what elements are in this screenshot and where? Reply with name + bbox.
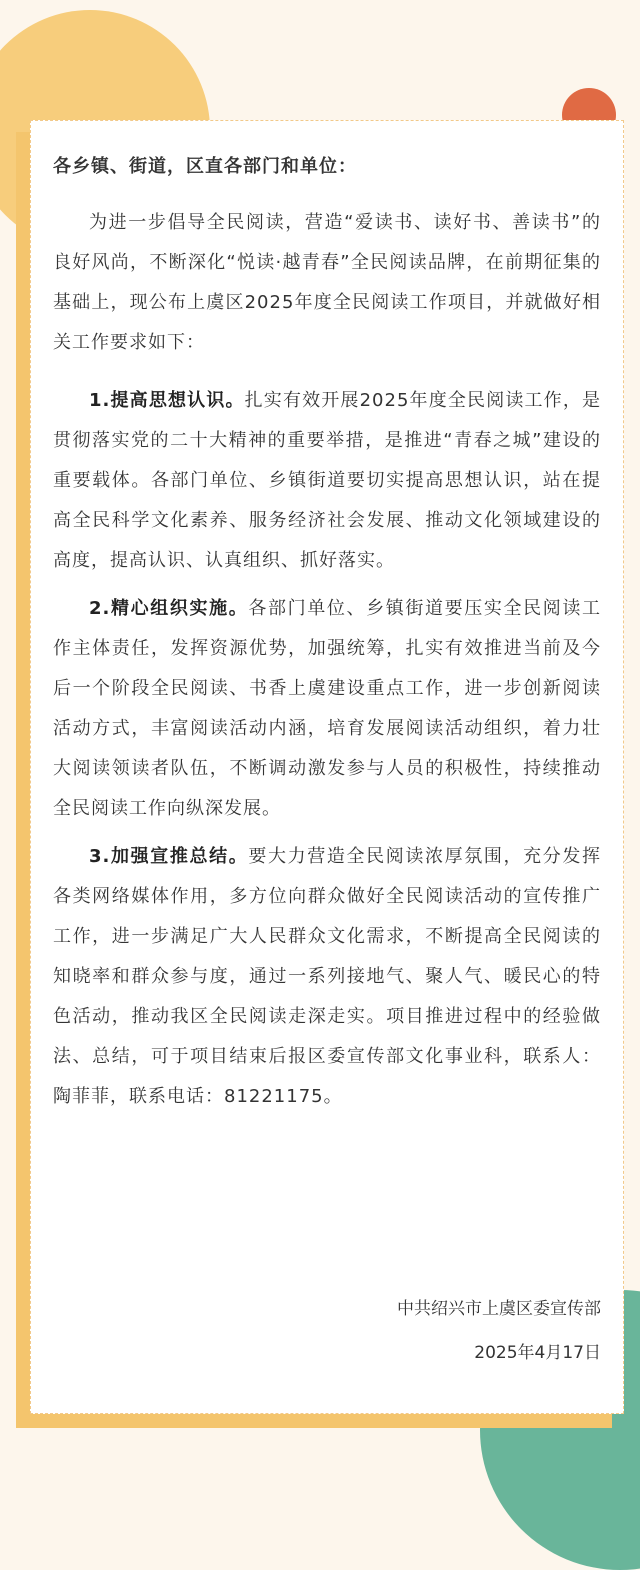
notice-card (30, 120, 624, 1414)
item-title-2: 2.精心组织实施。 (89, 598, 249, 619)
issuer-name: 中共绍兴市上虞区委宣传部 (397, 1299, 601, 1319)
item-paragraph-1 (53, 381, 601, 581)
notice-body (53, 145, 601, 1125)
intro-paragraph: 为进一步倡导全民阅读，营造“爱读书、读好书、善读书”的良好风尚，不断深化“悦读·越青春”全民阅读品牌，在前期征集的基础上，现公布上虞区2025年度全民阅读工作项目，并就做好相关工作要求如下： (53, 212, 601, 353)
salutation: 各乡镇、街道，区直各部门和单位： (53, 156, 357, 177)
item-body-1: 扎实有效开展2025年度全民阅读工作，是贯彻落实党的二十大精神的重要举措，是推进“青春之城”建设的重要载体。各部门单位、乡镇街道要切实提高思想认识，站在提高全民科学文化素养、服务经济社会发展、推动文化领域建设的高度，提高认识、认真组织、抓好落实。 (53, 390, 601, 571)
item-title-3: 3.加强宣推总结。 (89, 846, 249, 867)
item-paragraph-3 (53, 837, 601, 1117)
item-paragraph-2 (53, 589, 601, 829)
issue-date: 2025年4月17日 (474, 1343, 601, 1363)
item-body-2: 各部门单位、乡镇街道要压实全民阅读工作主体责任，发挥资源优势，加强统筹，扎实有效推进当前及今后一个阶段全民阅读、书香上虞建设重点工作，进一步创新阅读活动方式，丰富阅读活动内涵，培育发展阅读活动组织，着力壮大阅读领读者队伍，不断调动激发参与人员的积极性，持续推动全民阅读工作向纵深发展。 (53, 598, 601, 819)
signature-block (397, 1287, 601, 1375)
item-title-1: 1.提高思想认识。 (89, 390, 245, 411)
item-body-3: 要大力营造全民阅读浓厚氛围，充分发挥各类网络媒体作用，多方位向群众做好全民阅读活动的宣传推广工作，进一步满足广大人民群众文化需求，不断提高全民阅读的知晓率和群众参与度，通过一系列接地气、聚人气、暖民心的特色活动，推动我区全民阅读走深走实。项目推进过程中的经验做法、总结，可于项目结束后报区委宣传部文化事业科，联系人：陶菲菲，联系电话：81221175。 (53, 846, 601, 1107)
